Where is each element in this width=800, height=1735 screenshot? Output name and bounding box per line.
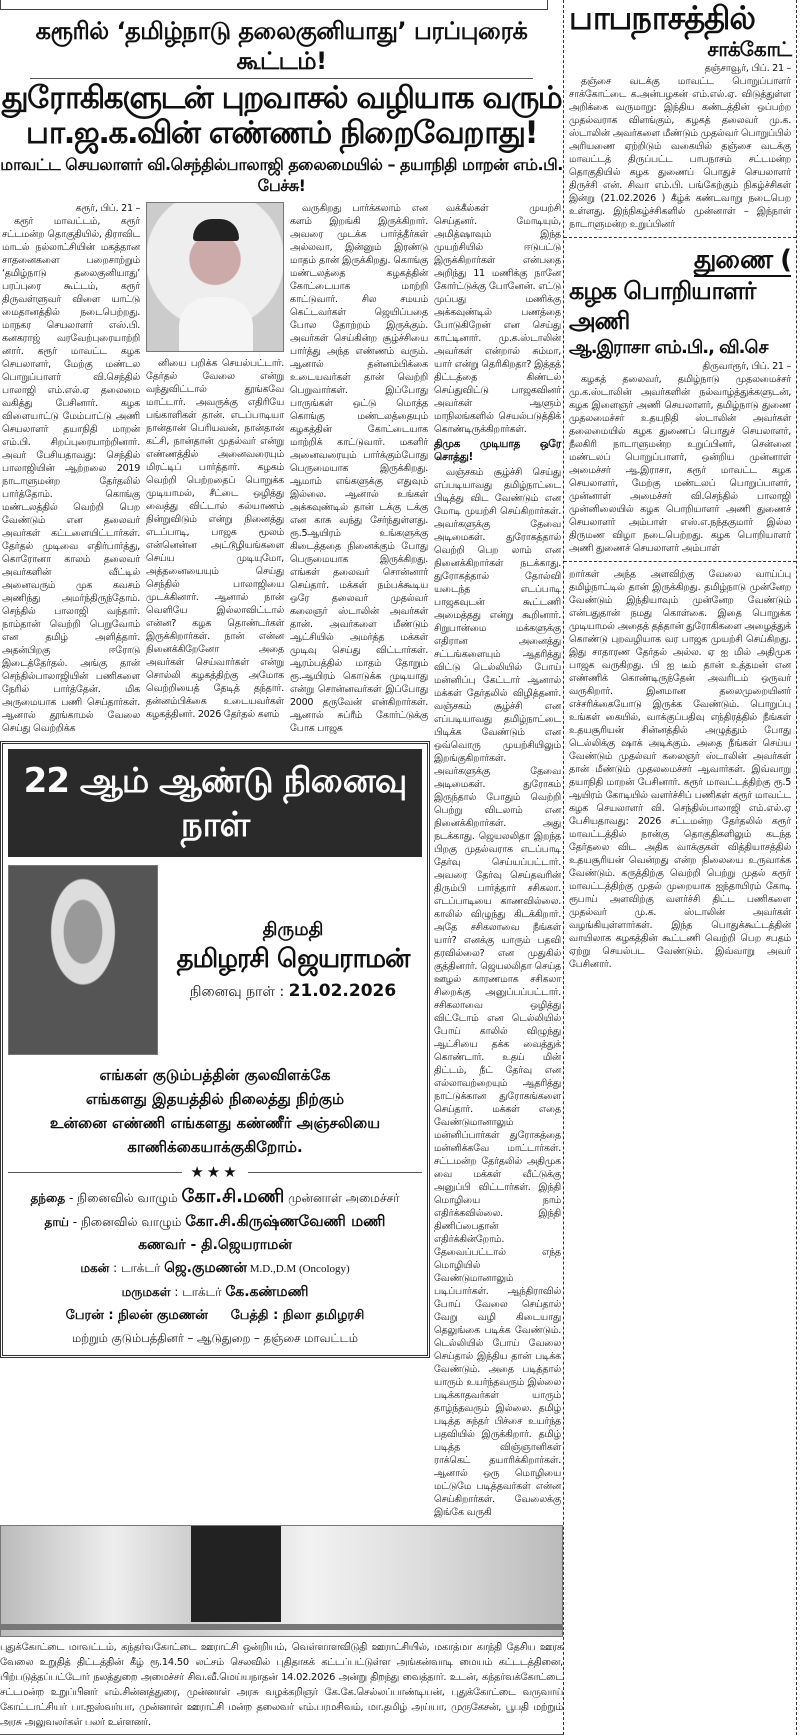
family-name: ஜெ.குமணன்	[164, 1260, 247, 1276]
name-block	[158, 917, 422, 1004]
article-text: னியை பறிக்க செயல்பட்டார். தேர்தல் வேலை என்று வந்துவிட்டால் தூங்கவே மாட்டார். அவருக்கு எதிரியே பங்காளிகள் தான். எடப்பாடியா நான்தான் பெரியவன், நான்தான் கட்சி, நான்தான் முதல்வர் என்று எண்ணத்தில் அனைவரையும் மிரட்டிப் பார்த்தார். கழகம் வெற்றி பெற்றதைப் பொறுக்க முடியாமல், சீட்டை ஒழித்து வைத்து விட்டால் கல்யாணம் நின்றுவிடும் என்று நினைத்து எடப்பாடி, பாஜக மூலம் என்னென்ன அட்டூழியங்களை செய்ய முடியுமோ, அத்தனையையும் செய்து செந்தில் பாலாஜியை முடக்கினார். ஆனால் நான் வெளியே இல்லாவிட்டால் என்ன? கழக தொண்டர்கள் இருக்கிறார்கள். நான் என்ன நினைக்கிறேனோ அதை அவர்கள் செய்வார்கள் என்று சொல்லி கழகத்திற்கு அமோக வெற்றியைத் தேடித் தந்தார். தன்னம்பிக்கை உடையவர்கள் கழகத்தினர். 2026 தேர்தல் களம்	[146, 358, 284, 720]
date-row	[164, 979, 422, 1004]
story-divider	[564, 561, 796, 562]
family-prefix: டாக்டர்	[120, 1261, 165, 1275]
dateline: திருவாரூர், பிப். 21 –	[702, 361, 791, 372]
right-story-2-headline	[569, 244, 791, 276]
family-role: மகன்	[80, 1261, 110, 1275]
honorific: திருமதி	[262, 918, 324, 940]
family-member	[8, 1257, 422, 1281]
tribute-line: எங்களது இதயத்தில் நிலைத்து நிற்கும்	[85, 1090, 345, 1108]
family-role: தாய்	[44, 1215, 69, 1229]
divider	[248, 1172, 422, 1173]
main-headline: துரோகிகளுடன் புறவாசல் வழியாக வரும் பா.ஜ.க.வின் எண்ணம் நிறைவேறாது!	[1, 80, 562, 151]
family-name: கே.கண்மணி	[225, 1284, 309, 1300]
family-name: கோ.சி.கிருஷ்ணவேணி மணி	[185, 1212, 386, 1230]
right-story-2-subheading: கழக பொறியாளர் அணி	[569, 277, 756, 335]
section-subheading: திமுக முடியாத ஒரே சொத்து!	[434, 438, 561, 463]
memorial-photo	[8, 865, 158, 1055]
right-story-body	[569, 62, 791, 231]
family-suffix: M.D.,D.M (Oncology)	[247, 1263, 350, 1275]
star-divider-row	[8, 1163, 422, 1181]
family-role: மருமகள்	[121, 1285, 171, 1299]
story-divider	[564, 237, 796, 238]
tribute-text	[8, 1063, 422, 1159]
tribute-line: உன்னை எண்ணி எங்களது கண்ணீர் அஞ்சலியை	[49, 1114, 381, 1132]
separator: :	[109, 1261, 121, 1275]
article-text: கழகத் தலைவர், தமிழ்நாடு முதலமைச்சர் மு.க.ஸ்டாலின் அவர்களின் நல்வாழ்த்துக்களுடன், கழக இளைஞர் அணி செயலாளர், தமிழ்நாடு துணை முதலமைச்சர் உதயநிதி ஸ்டாலின் அவர்கள் தலைமையில் கழக துணைப் பொதுச் செயலாளர், நீலகிரி நாடாளுமன்ற உறுப்பினர், சென்னை மண்டலப் பொறுப்பாளர், ஒன்றிய முன்னாள் அமைச்சர் ஆ.இராசா, கரூர் மாவட்ட கழக செயலாளர், மேற்கு மண்டலப் பொறுப்பாளர், முன்னாள் அமைச்சர் வி.செந்தில் பாலாஜி முன்னிலையில் கழக பொறியாளர் அணி துணைச் செயலாளர் அம்பாள் எஸ்.எ.நந்தகுமார் இல்ல திருமண விழா நடைபெற்றது. கழக பொறியாளர் அணி துணைச் செயலாளர் அம்பாள்	[569, 374, 791, 554]
family-member	[8, 1185, 422, 1210]
grandson: பேரன் : நிலன் குமணன்	[65, 1308, 208, 1323]
divider	[8, 1172, 182, 1173]
separator: -	[185, 1237, 202, 1253]
separator: -	[65, 1191, 78, 1205]
article-text: வருகிறது பார்க்கலாம் என களம் இறங்கி இருக்கிறார். அவரை முடக்க பார்த்தீர்கள் அல்லவா, இன்னும் இரண்டு மாதம் தான் இருக்கிறது. கொங்கு மண்டலத்தை கழகத்தின் கோட்டையாக மாற்றி காட்டுவார். சில சமயம் கெட்டவர்கள் ஜெயிப்பதை போல தோற்றம் இருக்கும். அவர்கள் செய்கின்ற சூழ்ச்சியை பார்த்து அந்த எண்ணம் வரும். ஆனால் தன்னம்பிக்கை உடையவர்கள் தான் வெற்றி பெறுவார்கள். இப்போது பாருங்கள் ஒட்டு மொத்த கொங்கு மண்டலத்தையும் கழகத்தின் கோட்டையாக மாற்றிக் காட்டுவார். மகளிர் அனைவரையும் பார்க்கும்போது பெருமையாக இருக்கிறது. ஆமாம் எங்களுக்கு எதுவும் இல்லை. ஆனால் உங்கள் அக்கவுண்டில் தான் டக்கு டக்கு என காசு வந்து சேர்ந்துள்ளது. ரூ.5ஆயிரம் உங்களுக்கு கிடைத்ததை நினைக்கும் போது பெருமையாக இருக்கிறது. எங்கள் தலைவர் சொன்னார் செய்தார். மக்கள் நம்பக்கூடிய ஒரே தலைவர் முதல்வர் கலைஞர் ஸ்டாலின் அவர்கள் தான். அவர்களை மீண்டும் ஆட்சியில் அமர்த்த மக்கள் முடிவு செய்து விட்டார்கள். ஆரம்பத்தில் மாதம் தோறும் ரூ.ஆயிரம் கொடுக்க முடியாது என்று சொன்னவர்கள் இப்போது 2000 தருவேன் என்கிறார்கள். ஆனால் சுப்ரீம் கோர்ட்டுக்கு போக பாஜக	[290, 203, 428, 734]
separator: -	[68, 1215, 81, 1229]
ad-banner: 22 ஆம் ஆண்டு நினைவு நாள்	[8, 749, 422, 857]
right-column	[563, 0, 797, 1735]
tribute-line: காணிக்கையாக்குகிறோம்.	[127, 1138, 303, 1156]
left-body-area	[0, 202, 430, 1358]
family-role: கணவர்	[138, 1237, 186, 1253]
family-member	[8, 1210, 422, 1234]
family-prefix: டாக்டர்	[182, 1285, 226, 1299]
subheadline: மாவட்ட செயலாளர் வி.செந்தில்பாலாஜி தலைமையில் – தயாநிதி மாறன் எம்.பி. பேச்சு!	[0, 155, 563, 195]
event-photo	[0, 1525, 563, 1637]
article-text: றார்கள் அந்த அளவிற்கு வேலை வாய்ப்பு தமிழ்நாட்டில் தான் இருக்கிறது. தமிழ்நாடு முன்னேற வேண்டும் இந்தியாவும் முன்னேற வேண்டும் என்பதுதான் நமது கொள்கை. இதை பொறுக்க முடியாமல் அதைத் தத்தான் துரோகிகளை அழைத்துக் கொண்டு புறவழியாக வர பாஜக முயற்சி செய்கிறது. இது சாதாரண தேர்தல் அல்ல. ஏ ஐ மில் அதிமுக பாஜக வருகிறது. பி ஐ டீம் தான் உத்தமன் என எண்ணிக் கொண்டிருந்தேன் அவரிடம் ஒருவர் வருகிறார். இனமான தலைமுறையினர் எச்சரிக்கையோடு இருக்க வேண்டும். பொறுப்பு உங்கள் கையில், வாக்குப்பதிவு எந்திரத்தில் நீங்கள் உதயசூரியன் சின்னத்தில் அழுத்தும் போது டெல்லிக்கு ஷாக் அடிக்கும். அதை நீங்கள் செய்ய வேண்டும் முதல்வர் கலைஞர் ஸ்டாலின் அவர்கள் தான் மீண்டும் முதலமைச்சர் ஆவார்கள். இவ்வாறு தயாநிதி மாறன் பேசினார். கரூர் மாவட்டத்திற்கு ரூ.5 ஆயிரம் கோடியில் வளர்ச்சிப் பணிகள் கரூர் மாவட்ட கழக செயலாளர் வி. செந்தில்பாலாஜி எம்.எல்.ஏ பேசியதாவது: 2026 சட்டமன்ற தேர்தலில் கரூர் மாவட்டத்தில் நான்கு தொகுதிகளிலும் கடந்த தேர்தலை விட அதிக வாக்குகள் வித்தியாசத்தில் உதயசூரியன் வென்றது என்ற நிலையை உருவாக்க வேண்டும். கருத்திற்கு வெற்றி பெற்று முதல் கரூர் மாவட்டத்திற்கு முதல் முறையாக ஐந்தாயிரம் கோடி ரூபாய் அளவிற்கு வளர்ச்சி திட்ட பணிகளை முதல்வர் மு.க. ஸ்டாலின் அவர்கள் வழங்கியுள்ளார்கள். இந்த பொதுக்கூட்டத்தின் வாயிலாக கழகத்தின் கூட்டணி வெற்றி பெற சபதம் ஏற்று செயல்பட வேண்டும். இவ்வாறு அவர் பேசினார்.	[569, 569, 791, 970]
article-column-5	[569, 568, 791, 971]
article-columns-1-3	[0, 202, 430, 735]
tribute-line: எங்கள் குடும்பத்தின் குலவிளக்கே	[99, 1066, 331, 1084]
granddaughter: பேத்தி : நிலா தமிழரசி	[230, 1308, 365, 1323]
family-list	[8, 1185, 422, 1350]
photo-railing	[1, 1624, 562, 1630]
right-story-headline: பாபநாசத்தில்	[569, 0, 755, 37]
separator: :	[170, 1285, 183, 1299]
date-label: நினைவு நாள் :	[189, 983, 285, 1000]
family-member	[8, 1281, 422, 1304]
photo-shirt	[179, 297, 253, 351]
star-divider: ★★★	[190, 1163, 240, 1181]
ad-footer: மற்றும் குடும்பத்தினர் – ஆடுதுறை – தஞ்சை மாவட்டம்	[71, 1331, 359, 1345]
inauguration-plaque	[191, 1526, 281, 1622]
dateline: கரூர், பிப். 21 –	[75, 203, 140, 214]
photo-hair	[193, 219, 239, 241]
memorial-advertisement	[0, 741, 430, 1358]
article-text: வஞ்சகம் சூழ்ச்சி செய்து எப்படியாவது தமிழ்நாட்டை பிடித்து விட வேண்டும் என மோடி முயற்சி செய்கிறார்கள். அவர்களுக்கு தேவை அடிமைகள். துரோகத்தால் வெற்றி பெற லாம் என நினைக்கிறார்கள் நடக்காது. துரோகத்தால் தோல்வி யடைந்த எடப்பாடி பாஜகவுடன் கூட்டணி அமைத்தது என்று கூறினார். சிறுபான்மை மக்களுக்கு எதிரான அனைத்து சட்டங்களையும் ஆதரித்து விட்டு டெல்லியில் போய் மன்னிப்பு கேட்டார் ஆனால் மக்கள் தேர்தலில் விழித்தனர். வஞ்சகம் சூழ்ச்சி என எப்படியாவது தமிழ்நாட்டை பிடிக்க வேண்டும் என ஒவ்வொரு முயற்சியிலும் இறங்குகிறார்கள். அவர்களுக்கு தேவை அடிமைகள். துரோகம் இருந்தால் போதும் வெற்றி பெற்று விடலாம் என நினைக்கிறார்கள். அது நடக்காது. ஜெயலலிதா இறந்த பிறகு முதல்வராக எடப்பாடி தேர்வு செய்யப்பட்டார். அவரை தேர்வு செய்தவரின் திரும்பி பார்த்தார் சசிகலா. எடப்பாடியை காணவில்லை. காலில் விழுந்து கிடக்கிறார். அதே சசிகலாவை நீங்கள் யார்? எனக்கு யாரும் பதவி தரவில்லை? என முதுகில் குத்தினார். ஜெயலலிதா செய்த ஊழல் காரணமாக சசிகலா சிறைக்கு அனுப்பப்பட்டார். சசிகலாவை ஒழித்து விட்டோம் என டெல்லியில் போய் காலில் விழுந்து ஆட்சியை தக்க வைத்துக் கொண்டார். உதய் மின் திட்டம், நீட் தேர்வு என எல்லாவற்றையும் ஆதரித்து நாட்டுக்கான துரோகங்களை செய்தார். மக்கள் எதை வேண்டுமானாலும் மன்னிப்பார்கள் துரோகத்தை மன்னிக்கவே மாட்டார்கள். சட்டமன்ற தேர்தலில் அதிமுக வை மக்கள் வீட்டுக்கு அனுப்பி விட்டார்கள். இந்தி மொழியை நாம் எதிர்க்கவில்லை. இந்தி திணிப்பைதான் எதிர்க்கின்றோம். தேவைப்பட்டால் எந்த மொழியில் வேண்டுமானாலும் படிப்பார்கள். ஆந்திராவில் போய் வேலை செய்தால் வேறு வழி கிடையாது தெலுங்கை படிக்க வேண்டும். டெல்லியில் போய் வேலை செய்தால் இந்திய தான் படிக்க வேண்டும். அதை படித்தால் யாரும் உயர்ந்தவரும் இல்லை படிக்காதவர்கள் யாரும் தாழ்ந்தவரும் இல்லை. தமிழ் படித்த சுந்தர் பிச்சை உயர்ந்த பதவியில் இருக்கிறார். தமிழ் படித்த விஞ்ஞானிகள் ராக்கெட் தயாரிக்கிறார்கள். ஆனால் ஒரு மொழியை மட்டுமே படித்தவர்கள் என்ன செய்கிறார்கள். வேலைக்கு இங்கே வருகி	[434, 467, 561, 1518]
article-text: தஞ்சை வடக்கு மாவட்ட பொறுப்பாளர் சாக்கோட்டை க.அன்பழகன் எம்.எல்.ஏ. விடுத்துள்ள அறிக்கை வருமாறு: இந்திய கண்டத்தின் ஒப்பற்ற முதல்வராக விளங்கும், கழகத் தலைவர் மு.க. ஸ்டாலின் அவர்களை மீண்டும் முதல்வர் பொறுப்பில் அரியணை ஏற்றிடும் வகையில் தஞ்சை வடக்கு மாவட்டத் திருப்பட்ட பாபநாசம் சட்டமன்ற தொகுதியில் கழக துணைப் பொதுச் செயலாளர் திருச்சி என். சிவா எம்.பி. பங்கேற்கும் நிகழ்ச்சிகள் இன்று (21.02.2026 ) கீழ்க் கண்டவாறு நடைபெற உள்ளது. இந்நிகழ்ச்சிகளில் முன்னாள் – இந்நாள் நாடாளுமன்ற உறுப்பினர்	[569, 76, 791, 230]
kicker-headline: கரூரில் ‘தமிழ்நாடு தலைகுனியாது’ பரப்புரைக் கூட்டம்!	[35, 17, 528, 75]
family-member	[8, 1234, 422, 1257]
photo-caption: புதுக்கோட்டை மாவட்டம், கந்தர்வகோட்டை ஊராட்சி ஒன்றியம், வெள்ளாளவிடுதி ஊராட்சியில், மகாத்மா காந்தி தேசிய ஊரக வேலை உறுதித் திட்டத்தின் கீழ் ரூ.14.50 லட்சம் செலவில் புதிதாகக் கட்டப்பட்டுள்ள அங்கன்வாடி மையம் கட்டடத்தினை, பிற்படுத்தப்பட்டோர் நலத்துறை அமைச்சர் சிவ.வீ.மெய்யநாதன் 14.02.2026 அன்று திறந்து வைத்தார். உடன், கந்தர்வக்கோட்டை சட்டமன்ற உறுப்பினர் எம்.சின்னத்துரை, முன்னாள் அரசு வழக்கறிஞர் கே.கே.செல்லப்பாண்டியன், புதுக்கோட்டை வருவாய் கோட்டாட்சியர் பா.ஐஸ்வர்யா, முன்னாள் ஊராட்சி மன்ற தலைவர் எம்.பரமசிவம், மா.தமிழ் அய்யா, முருகேசன், பூபதி மற்றும் அரசு அலுவலர்கள் பலர் உள்ளனர்.	[0, 1640, 563, 1735]
memorial-date: 21.02.2026	[288, 980, 397, 1001]
family-prefix: நினைவில் வாழும்	[80, 1215, 186, 1229]
right-story-2-body	[569, 360, 791, 555]
article-text: வக்கீல்கள் முயற்சி செய்தனர். மோடியும், அமித்ஷாவும் இந்த முயற்சியில் ஈடுபட்டு இருக்கிறார்கள் என்பதை அறிந்து 11 மணிக்கு நானே கோர்ட்டுக்கு போனேன். எட்டு முப்பது மணிக்கு அக்கவுண்டில் பணத்தை போடுகிறேன் என செய்து காட்டினார். மு.க.ஸ்டாலின் அவர்கள் என்றால் சும்மா, யார் என்று தெரிகிறதா? இத்தத் திட்டத்தை கிண்டல் செய்துவிட்டு பாஜகவினர் அவர்கள் ஆளும் மாநிலங்களில் செயல்படுத்திக் கொண்டிருக்கிறார்கள்.	[434, 203, 561, 435]
memorial-name: தமிழரசி ஜெயராமன்	[176, 943, 410, 974]
right-story-subheading: சாக்கோட்	[707, 37, 791, 61]
ad-photo-row	[8, 865, 422, 1055]
family-prefix: நினைவில் வாழும்	[77, 1191, 182, 1205]
article-text: கரூர் மாவட்டம், கரூர் சட்டமன்ற தொகுதியில், திராவிட மாடல் நல்லாட்சியின் மகத்தான சாதனைகளை பறைசாற்றும் ‘தமிழ்நாடு தலைகுனியாது’ பரப்புரை கூட்டம், கரூர் திருவள்ளுவர் விளை யாட்டு மைதானத்தில் நடைபெற்றது. மாநகர செயலாளர் எஸ்.பி. கனகராஜ் வரவேற்புரையாற்றி னார். கரூர் மாவட்ட கழக செயலாளர், மேற்கு மண்டல பொறுப்பாளர் வி.செந்தில் பாலாஜி எம்.எல்.ஏ தலைமை வகித்து பேசினார். கழக விளையாட்டு மேம்பாட்டு அணி செயலாளர் தயாநிதி மாறன் எம்.பி. சிறப்புரையாற்றினார். அவர் பேசியதாவது: செந்தில் பாலாஜியின் ஆற்றலை 2019 நாடாளுமன்ற தேர்தலில் பார்த்தோம். கொங்கு மண்டலத்தில் வெற்றி பெற வேண்டும் என தலைவர் அவர்கள் கட்டளையிட்டார்கள். தேர்தல் முடிவை எதிர்பார்த்து, கொரோனா காலம் தலைவர் அவர்களின் வீட்டில் அனைவரும் முக கவசம் அணிந்து அமர்ந்திருந்தோம். செந்தில் பாலாஜி வந்தார். நாம்தான் வெற்றி பெறுவோம் என தமிழ் அளித்தார். அதன்பிறகு ஈரோடு இடைத்தேர்தல். அங்கு தான் செந்தில்பாலாஜியின் பணிகளை நேரில் பார்த்தேன். மிக அருமையாக பணி செய்தார்கள். ஆனால் தூங்காமல் வேலை செய்து வெற்றிக்க	[2, 216, 140, 734]
article-column-4	[434, 202, 561, 1519]
portrait-photo	[146, 202, 284, 352]
divider	[30, 78, 533, 79]
top-box-border	[0, 0, 548, 10]
grandchildren	[8, 1304, 422, 1327]
family-suffix: முன்னாள் அமைச்சர்	[284, 1191, 400, 1205]
right-story-2-byline: ஆ.இராசா எம்.பி., வி.செ	[569, 337, 768, 358]
family-name: தி.ஜெயராமன்	[201, 1237, 292, 1253]
dateline: தஞ்சாவூர், பிப். 21 –	[704, 63, 791, 74]
story-body-area	[0, 202, 563, 1519]
right-story-2-headline-text: துணை (	[693, 245, 791, 275]
family-role: தந்தை	[30, 1191, 66, 1205]
family-name: கோ.சி.மணி	[181, 1186, 285, 1207]
